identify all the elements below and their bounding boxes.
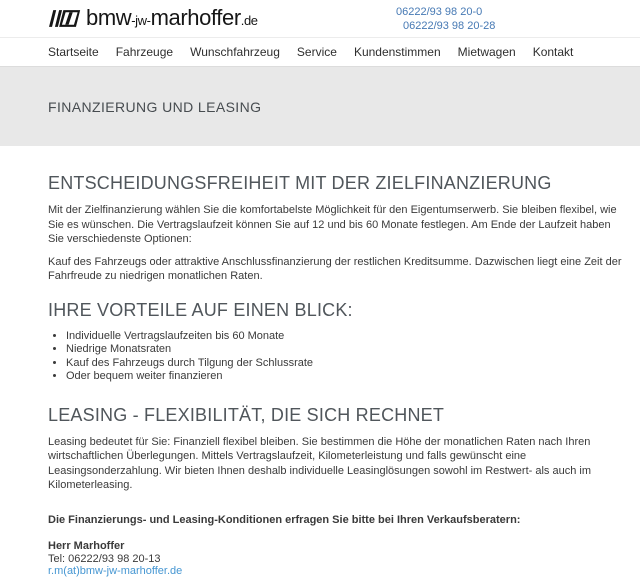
nav-item-mietwagen[interactable]: Mietwagen (457, 45, 516, 59)
heading-vorteile: IHRE VORTEILE AUF EINEN BLICK: (48, 299, 353, 320)
logo-text-small2: .de (240, 12, 258, 28)
main-content (0, 146, 640, 578)
benefit-item: • Niedrige Monatsraten (66, 343, 622, 357)
paragraph-zielfinanzierung-1: Mit der Zielfinanzierung wählen Sie die komfortabelste Möglichkeit für den Eigentumserwerb. Sie bleiben flexibel, wie Sie es wünschen. Die Vertragslaufzeit können Sie auf 12 und bis 60 Monate festlegen. Am Ende der Laufzeit haben Sie verschiedenste Optionen: (48, 204, 617, 245)
nav-item-kontakt[interactable]: Kontakt (532, 45, 574, 59)
benefit-item: • Kauf des Fahrzeugs durch Tilgung der Schlussrate (66, 357, 622, 371)
nav-item-wunschfahrzeug[interactable]: Wunschfahrzeug (190, 45, 280, 59)
header (0, 0, 640, 38)
heading-leasing: LEASING - FLEXIBILITÄT, DIE SICH RECHNET (48, 404, 445, 425)
nav-item-service[interactable]: Service (296, 45, 337, 59)
benefits-list (48, 330, 622, 384)
contact-block (48, 540, 622, 578)
paragraph-leasing: Leasing bedeutet für Sie: Finanziell flexibel bleiben. Sie bestimmen die Höhe der monatlichen Raten nach Ihren wirtschaftlichen Überlegungen. Mittels Vertragslaufzeit, Kilometerleistung und falls gewünscht eine Leasingsonderzahlung. Wir bieten Ihnen deshalb individuelle Leasinglösungen sowohl im Restwert- als auch im Kilometerleasing. (48, 435, 591, 491)
paragraph-zielfinanzierung-2: Kauf des Fahrzeugs oder attraktive Anschlussfinanzierung der restlichen Kreditsumme. Dazwischen liegt eine Zeit der Fahrfreude zu niedrigen monatlichen Raten. (48, 255, 622, 282)
page-title: FINANZIERUNG UND LEASING (48, 98, 262, 115)
nav-item-fahrzeuge[interactable]: Fahrzeuge (115, 45, 174, 59)
benefit-item: • Individuelle Vertragslaufzeiten bis 60 Monate (66, 330, 622, 344)
logo-text (86, 4, 258, 31)
nav-item-kundenstimmen[interactable]: Kundenstimmen (353, 45, 441, 59)
main-nav (0, 38, 640, 66)
logo-text-small1: -jw- (131, 12, 151, 28)
phone-numbers (396, 5, 495, 33)
logo[interactable] (44, 4, 258, 31)
benefit-item: • Oder bequem weiter finanzieren (66, 370, 622, 384)
contact-email-link[interactable]: r.m(at)bmw-jw-marhoffer.de (48, 565, 183, 577)
nav-item-startseite[interactable]: Startseite (48, 45, 99, 59)
logo-icon (44, 8, 81, 29)
page-banner (0, 66, 640, 146)
logo-text-main1: bmw (86, 4, 132, 30)
logo-text-main2: marhoffer (150, 4, 241, 30)
contact-name: Herr Marhoffer (48, 540, 125, 552)
contact-intro: Die Finanzierungs- und Leasing-Konditionen erfragen Sie bitte bei Ihren Verkaufsberatern: (48, 513, 521, 526)
contact-phone: Tel: 06222/93 98 20-13 (48, 552, 161, 565)
heading-zielfinanzierung: ENTSCHEIDUNGSFREIHEIT MIT DER ZIELFINANZIERUNG (48, 173, 552, 193)
phone-link-2[interactable]: 06222/93 98 20-28 (403, 20, 496, 32)
phone-link-1[interactable]: 06222/93 98 20-0 (396, 6, 483, 18)
